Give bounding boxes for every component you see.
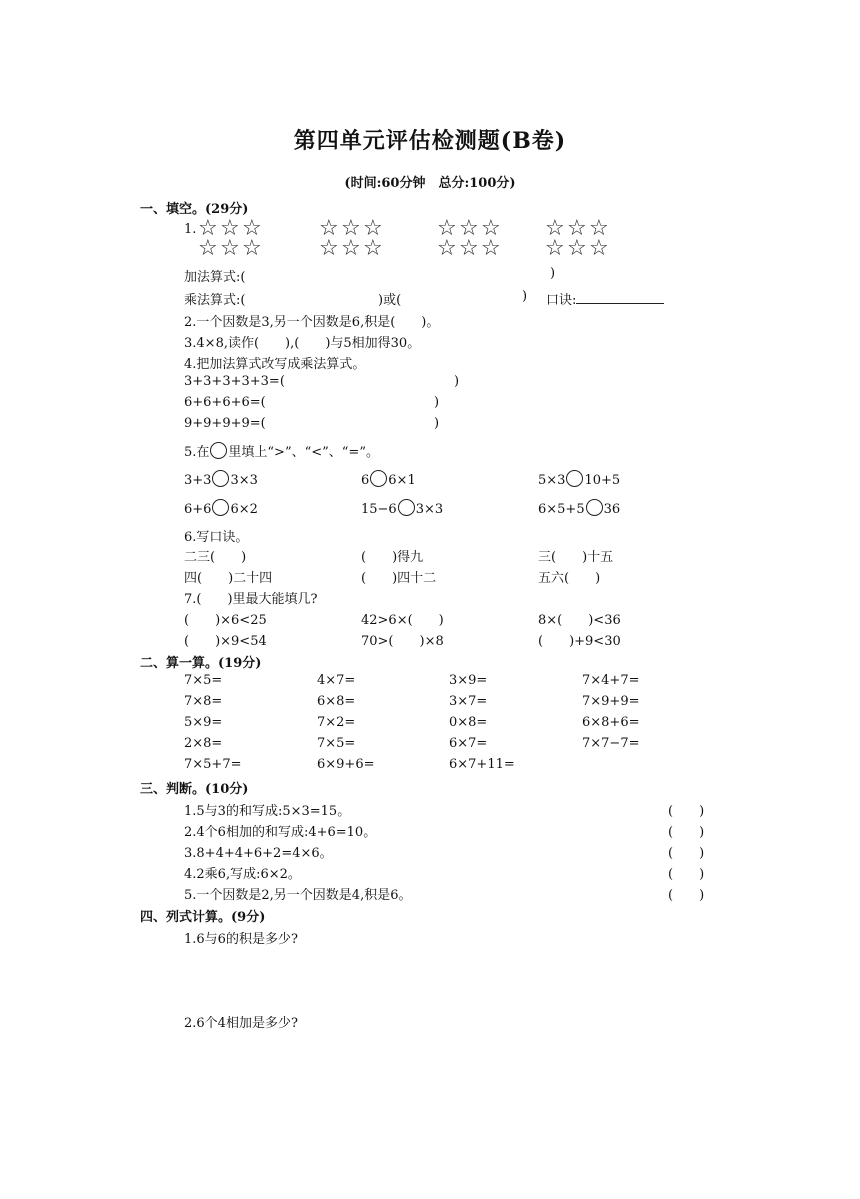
page-subtitle: (时间:60分钟 总分:100分)	[344, 176, 516, 191]
q5-item-right: 6×2	[230, 502, 258, 517]
q4-line-2-close: )	[434, 395, 440, 410]
calc-item: 7×5=	[317, 736, 356, 751]
q7-item: 70>( )×8	[361, 634, 444, 649]
star-icon: ☆	[437, 216, 457, 241]
q5-head-b: 里填上“>”、“<”、“=”。	[228, 445, 379, 460]
star-icon: ☆	[481, 216, 501, 241]
star-icon: ☆	[319, 216, 339, 241]
star-group-3	[437, 218, 507, 260]
q5-item-5	[361, 499, 443, 517]
star-icon: ☆	[545, 216, 565, 241]
q5-item-right: 3×3	[230, 473, 258, 488]
page-title: 第四单元评估检测题(B卷)	[293, 128, 567, 154]
section-1-heading: 一、填空。(29分)	[140, 202, 249, 217]
compare-circle[interactable]	[398, 499, 415, 516]
q1-koujue-label: 口诀:	[546, 293, 577, 308]
calc-item: 7×8=	[184, 694, 223, 709]
calc-item: 7×4+7=	[582, 673, 640, 688]
section-4-heading: 四、列式计算。(9分)	[140, 910, 266, 925]
compare-circle[interactable]	[586, 499, 603, 516]
q4-line-2: 6+6+6+6=(	[184, 395, 266, 410]
star-group-1	[198, 218, 268, 260]
q5-item-left: 15−6	[361, 502, 397, 517]
calc-item: 2×8=	[184, 736, 223, 751]
calc-item: 7×5=	[184, 673, 223, 688]
star-group-4	[545, 218, 615, 260]
calc-item: 7×2=	[317, 715, 356, 730]
star-icon: ☆	[589, 216, 609, 241]
q5-item-left: 5×3	[538, 473, 566, 488]
star-icon: ☆	[459, 236, 479, 261]
q1-mul-close: )	[522, 289, 528, 304]
q6-item: ( )四十二	[361, 571, 437, 586]
star-icon: ☆	[242, 236, 262, 261]
judge-answer-bracket[interactable]: ( )	[668, 867, 705, 882]
star-icon: ☆	[220, 236, 240, 261]
compare-circle[interactable]	[212, 470, 229, 487]
star-icon: ☆	[481, 236, 501, 261]
section-2-heading: 二、算一算。(19分)	[140, 656, 262, 671]
star-icon: ☆	[363, 216, 383, 241]
calc-item: 6×7+11=	[449, 757, 515, 772]
judge-statement: 3.8+4+4+6+2=4×6。	[184, 846, 333, 861]
q5-item-3	[538, 470, 620, 488]
q7-heading: 7.( )里最大能填几?	[184, 592, 318, 607]
circle-icon	[210, 442, 227, 459]
q5-item-left: 6	[361, 473, 370, 488]
calc-item: 3×7=	[449, 694, 488, 709]
q6-item: 五六( )	[538, 571, 601, 586]
judge-answer-bracket[interactable]: ( )	[668, 825, 705, 840]
q5-item-4	[184, 499, 258, 517]
calc-item: 3×9=	[449, 673, 488, 688]
q2: 2.一个因数是3,另一个因数是6,积是( )。	[184, 315, 440, 330]
compare-circle[interactable]	[370, 470, 387, 487]
star-icon: ☆	[589, 236, 609, 261]
q7-item: 42>6×( )	[361, 613, 444, 628]
judge-statement: 2.4个6相加的和写成:4+6=10。	[184, 825, 377, 840]
judge-answer-bracket[interactable]: ( )	[668, 888, 705, 903]
star-icon: ☆	[437, 236, 457, 261]
calc-item: 6×9+6=	[317, 757, 375, 772]
compare-circle[interactable]	[212, 499, 229, 516]
q6-item: 二三( )	[184, 550, 247, 565]
calc-item: 0×8=	[449, 715, 488, 730]
calc-item: 5×9=	[184, 715, 223, 730]
q6-item: ( )得九	[361, 550, 424, 565]
q6-item: 四( )二十四	[184, 571, 273, 586]
calc-item: 7×5+7=	[184, 757, 242, 772]
q6-item: 三( )十五	[538, 550, 614, 565]
q1-koujue	[546, 289, 664, 308]
q5-item-left: 6×5+5	[538, 502, 585, 517]
judge-statement: 1.5与3的和写成:5×3=15。	[184, 804, 351, 819]
judge-answer-bracket[interactable]: ( )	[668, 804, 705, 819]
koujue-blank[interactable]	[576, 291, 664, 304]
q1-number: 1.	[184, 222, 197, 237]
star-icon: ☆	[363, 236, 383, 261]
q7-item: ( )+9<30	[538, 634, 621, 649]
q7-item: ( )×6<25	[184, 613, 267, 628]
q5-item-right: 10+5	[584, 473, 621, 488]
q3: 3.4×8,读作( ),( )与5相加得30。	[184, 336, 421, 351]
q5-item-6	[538, 499, 620, 517]
calc-item: 7×9+9=	[582, 694, 640, 709]
q6-heading: 6.写口诀。	[184, 530, 249, 545]
q5-item-1	[184, 470, 258, 488]
star-icon: ☆	[242, 216, 262, 241]
q4-line-3: 9+9+9+9=(	[184, 416, 266, 431]
star-icon: ☆	[567, 216, 587, 241]
q7-item: ( )×9<54	[184, 634, 267, 649]
q5-item-right: 36	[603, 502, 621, 517]
star-icon: ☆	[459, 216, 479, 241]
calc-item: 6×7=	[449, 736, 488, 751]
q1-mul-open: 乘法算式:(	[184, 293, 246, 308]
judge-statement: 4.2乘6,写成:6×2。	[184, 867, 301, 882]
star-icon: ☆	[567, 236, 587, 261]
star-icon: ☆	[198, 216, 218, 241]
calc-item: 4×7=	[317, 673, 356, 688]
q5-item-2	[361, 470, 416, 488]
q5-item-left: 3+3	[184, 473, 212, 488]
q4-line-1-close: )	[454, 374, 460, 389]
q1-mul-or: )或(	[378, 293, 402, 308]
calc-item: 7×7−7=	[582, 736, 640, 751]
word-problem-1: 1.6与6的积是多少?	[184, 932, 298, 947]
calc-item: 6×8+6=	[582, 715, 640, 730]
star-group-2	[319, 218, 389, 260]
judge-answer-bracket[interactable]: ( )	[668, 846, 705, 861]
q5-heading	[184, 441, 379, 460]
judge-statement: 5.一个因数是2,另一个因数是4,积是6。	[184, 888, 412, 903]
q4-line-3-close: )	[434, 416, 440, 431]
q5-item-right: 3×3	[415, 502, 444, 517]
q4-heading: 4.把加法算式改写成乘法算式。	[184, 357, 366, 372]
section-3-heading: 三、判断。(10分)	[140, 782, 249, 797]
q4-line-1: 3+3+3+3+3=(	[184, 374, 285, 389]
star-icon: ☆	[341, 236, 361, 261]
q5-item-right: 6×1	[388, 473, 416, 488]
q7-item: 8×( )<36	[538, 613, 621, 628]
star-icon: ☆	[319, 236, 339, 261]
q5-head-a: 5.在	[184, 445, 210, 460]
star-icon: ☆	[220, 216, 240, 241]
word-problem-2: 2.6个4相加是多少?	[184, 1016, 298, 1031]
q1-add-open: 加法算式:(	[184, 270, 246, 285]
q1-add-close: )	[550, 266, 556, 281]
star-icon: ☆	[545, 236, 565, 261]
q5-item-left: 6+6	[184, 502, 212, 517]
compare-circle[interactable]	[566, 470, 583, 487]
star-icon: ☆	[341, 216, 361, 241]
star-icon: ☆	[198, 236, 218, 261]
calc-item: 6×8=	[317, 694, 356, 709]
